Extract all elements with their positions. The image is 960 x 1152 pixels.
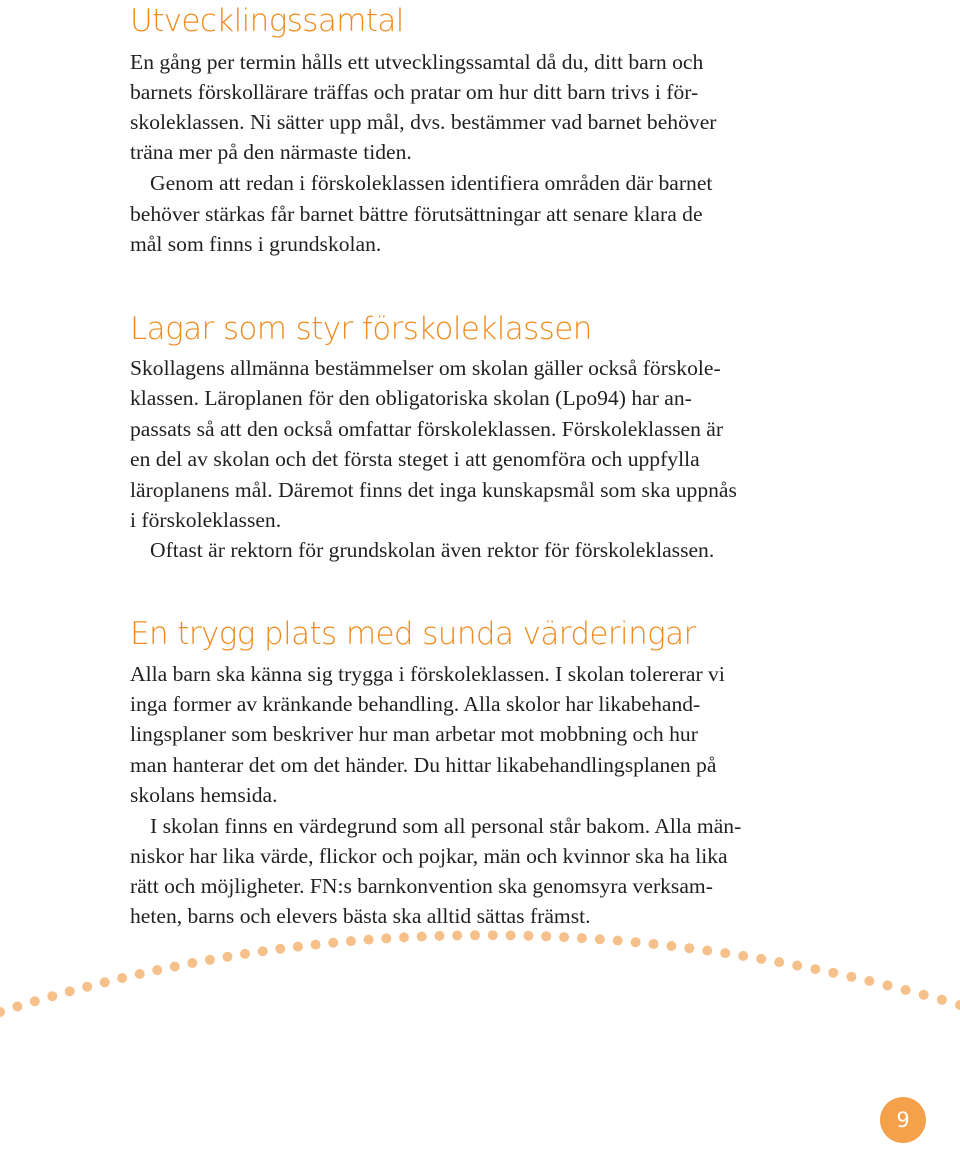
decorative-dot bbox=[649, 939, 659, 949]
body-line: en del av skolan och det första steget i att genomföra och uppfylla bbox=[130, 447, 700, 471]
heading-utvecklingssamtal: Utvecklingssamtal bbox=[130, 3, 404, 39]
decorative-dot bbox=[187, 958, 197, 968]
decorative-dot bbox=[541, 931, 551, 941]
decorative-dot bbox=[559, 932, 569, 942]
body-line: behöver stärkas får barnet bättre förutsättningar att senare klara de bbox=[130, 202, 703, 226]
body-line: barnets förskollärare träffas och pratar om hur ditt barn trivs i för- bbox=[130, 80, 699, 104]
decorative-dot bbox=[117, 973, 127, 983]
decorative-dot bbox=[901, 985, 911, 995]
decorative-dot bbox=[955, 1000, 960, 1010]
decorative-dot bbox=[399, 932, 409, 942]
decorative-dot bbox=[135, 969, 145, 979]
decorative-dot bbox=[275, 944, 285, 954]
body-line: Oftast är rektorn för grundskolan även rektor för förskoleklassen. bbox=[150, 538, 715, 562]
body-line: i förskoleklassen. bbox=[130, 508, 282, 532]
decorative-dot bbox=[223, 952, 233, 962]
decorative-dot bbox=[12, 1002, 22, 1012]
decorative-dot bbox=[30, 996, 40, 1006]
decorative-dot bbox=[293, 942, 303, 952]
decorative-dot bbox=[756, 954, 766, 964]
body-line: I skolan finns en värdegrund som all personal står bakom. Alla män- bbox=[150, 814, 742, 838]
decorative-dot bbox=[792, 961, 802, 971]
decorative-dot bbox=[452, 931, 462, 941]
decorative-dot bbox=[417, 932, 427, 942]
decorative-dot bbox=[328, 938, 338, 948]
body-line: rätt och möjligheter. FN:s barnkonvention ska genomsyra verksam- bbox=[130, 874, 713, 898]
decorative-dot bbox=[364, 935, 374, 945]
body-line: skoleklassen. Ni sätter upp mål, dvs. bestämmer vad barnet behöver bbox=[130, 110, 717, 134]
body-line: lingsplaner som beskriver hur man arbetar mot mobbning och hur bbox=[130, 722, 698, 746]
decorative-dot bbox=[170, 962, 180, 972]
decorative-dot bbox=[595, 934, 605, 944]
decorative-dot bbox=[65, 986, 75, 996]
body-line: niskor har lika värde, flickor och pojkar, män och kvinnor ska ha lika bbox=[130, 844, 728, 868]
body-line: skolans hemsida. bbox=[130, 783, 278, 807]
body-line: passats så att den också omfattar förskoleklassen. Förskoleklassen är bbox=[130, 417, 724, 441]
decorative-dot bbox=[631, 937, 641, 947]
decorative-dot bbox=[937, 995, 947, 1005]
decorative-dot bbox=[381, 933, 391, 943]
decorative-dot bbox=[311, 940, 321, 950]
decorative-dot bbox=[488, 930, 498, 940]
decorative-dot bbox=[258, 946, 268, 956]
body-line: Alla barn ska känna sig trygga i förskoleklassen. I skolan tolererar vi bbox=[130, 662, 725, 686]
decorative-dot bbox=[666, 941, 676, 951]
decorative-dot bbox=[506, 930, 516, 940]
decorative-dot-arc bbox=[0, 900, 960, 1030]
heading-trygg-plats: En trygg plats med sunda värderingar bbox=[130, 616, 696, 652]
decorative-dot bbox=[810, 964, 820, 974]
page-number: 9 bbox=[896, 1108, 910, 1132]
decorative-dot bbox=[702, 946, 712, 956]
decorative-dot bbox=[0, 1007, 5, 1017]
decorative-dot bbox=[577, 933, 587, 943]
body-line: man hanterar det om det händer. Du hittar likabehandlingsplanen på bbox=[130, 753, 717, 777]
decorative-dot bbox=[919, 990, 929, 1000]
decorative-dot bbox=[828, 968, 838, 978]
decorative-dot bbox=[720, 948, 730, 958]
decorative-dot bbox=[774, 957, 784, 967]
decorative-dot bbox=[100, 977, 110, 987]
decorative-dot bbox=[846, 972, 856, 982]
body-line: klassen. Läroplanen för den obligatoriska skolan (Lpo94) har an- bbox=[130, 386, 692, 410]
decorative-dot bbox=[205, 955, 215, 965]
body-line: Skollagens allmänna bestämmelser om skolan gäller också förskole- bbox=[130, 356, 721, 380]
body-line: träna mer på den närmaste tiden. bbox=[130, 140, 412, 164]
decorative-dot bbox=[523, 931, 533, 941]
heading-lagar: Lagar som styr förskoleklassen bbox=[130, 311, 592, 347]
decorative-dot bbox=[684, 943, 694, 953]
decorative-dot bbox=[346, 936, 356, 946]
body-line: Genom att redan i förskoleklassen identifiera områden där barnet bbox=[150, 171, 713, 195]
decorative-dot bbox=[613, 936, 623, 946]
body-line: inga former av kränkande behandling. Alla skolor har likabehand- bbox=[130, 692, 701, 716]
body-line: mål som finns i grundskolan. bbox=[130, 232, 382, 256]
decorative-dot bbox=[864, 976, 874, 986]
body-line: En gång per termin hålls ett utvecklingssamtal då du, ditt barn och bbox=[130, 50, 704, 74]
decorative-dot bbox=[435, 931, 445, 941]
body-line: läroplanens mål. Däremot finns det inga kunskapsmål som ska uppnås bbox=[130, 478, 737, 502]
decorative-dot bbox=[738, 951, 748, 961]
decorative-dot bbox=[152, 965, 162, 975]
decorative-dot bbox=[240, 949, 250, 959]
page-number-badge bbox=[880, 1097, 926, 1143]
decorative-dot bbox=[82, 982, 92, 992]
decorative-dot bbox=[47, 991, 57, 1001]
body-line: heten, barns och elevers bästa ska alltid sättas främst. bbox=[130, 904, 591, 928]
decorative-dot bbox=[470, 930, 480, 940]
decorative-dot bbox=[883, 980, 893, 990]
